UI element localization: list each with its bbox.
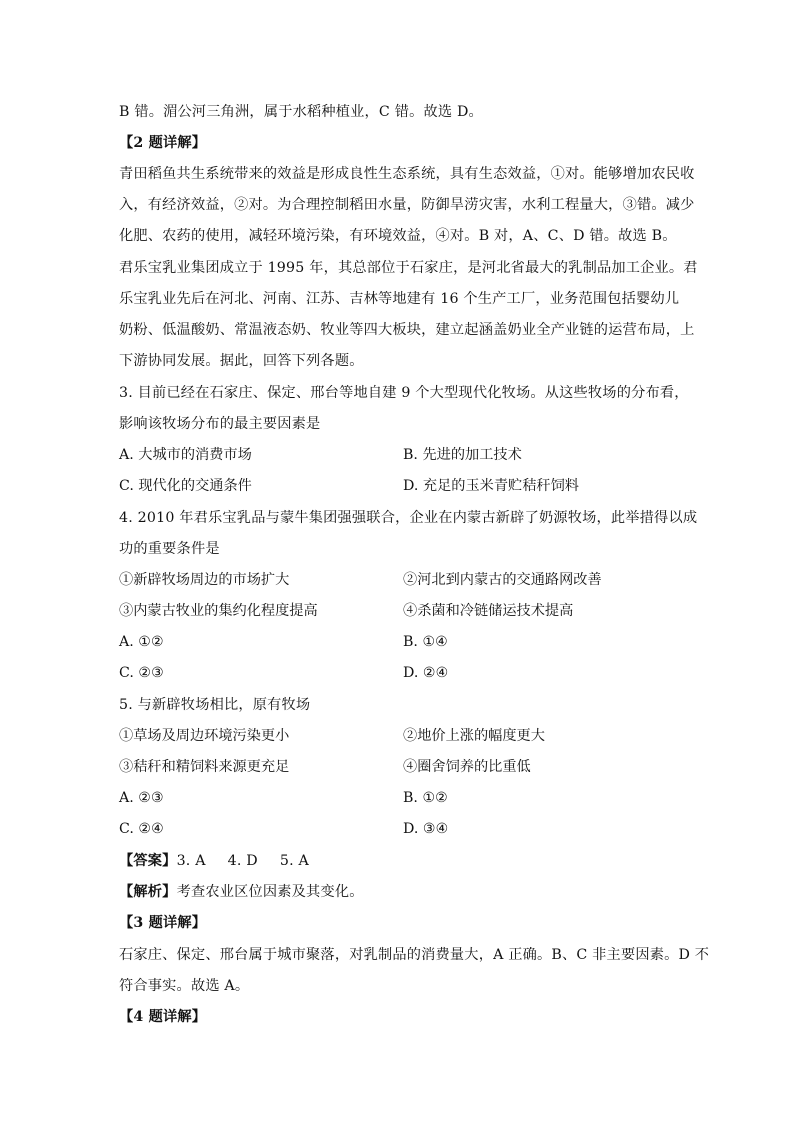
q4-option-d: D. ②④ [403,665,449,681]
q4-items-row [119,601,679,621]
question-3-stem: 影响该牧场分布的最主要因素是 [119,416,321,432]
q4-options-row [119,663,679,683]
q3-option-d: D. 充足的玉米青贮秸秆饲料 [403,478,579,494]
answer-line [119,851,309,871]
text-line: B 错。湄公河三角洲，属于水稻种植业，C 错。故选 D。 [119,104,483,120]
question-3-stem: 3. 目前已经在石家庄、保定、邢台等地自建 9 个大型现代化牧场。从这些牧场的分布看， [119,385,689,401]
analysis-label: 【解析】 [119,884,177,900]
q4-item-4: ④杀菌和冷链储运技术提高 [403,603,574,619]
q5-item-2: ②地价上涨的幅度更大 [403,728,545,744]
answer-3: 3. A [176,853,206,869]
analysis-text: 考查农业区位因素及其变化。 [176,884,364,900]
q5-options-row [119,819,679,839]
text-line: 青田稻鱼共生系统带来的效益是形成良性生态系统，具有生态效益，①对。能够增加农民收 [119,166,695,182]
answer-5: 5. A [279,853,309,869]
q3-option-c: C. 现代化的交通条件 [119,478,252,494]
q5-items-row [119,757,679,777]
q5-options-row [119,788,679,808]
question-4-stem: 功的重要条件是 [119,541,220,557]
material-paragraph-line: 下游协同发展。据此，回答下列各题。 [119,353,364,369]
q4-option-c: C. ②③ [119,665,164,681]
section-heading-q2: 【2 题详解】 [119,135,207,151]
q3-options-row [119,476,679,496]
q4-item-1: ①新辟牧场周边的市场扩大 [119,572,290,588]
answer-4: 4. D [227,853,258,869]
q5-option-b: B. ①② [403,790,448,806]
text-line: 符合事实。故选 A。 [119,978,250,994]
q4-item-2: ②河北到内蒙古的交通路网改善 [403,572,602,588]
text-line: 入，有经济效益，②对。为合理控制稻田水量，防御旱涝灾害，水利工程量大，③错。减少 [119,197,695,213]
material-paragraph-line: 君乐宝乳业集团成立于 1995 年，其总部位于石家庄，是河北省最大的乳制品加工企业。君 [119,260,698,276]
question-5-stem: 5. 与新辟牧场相比，原有牧场 [119,697,311,713]
q5-item-4: ④圈舍饲养的比重低 [403,759,531,775]
q5-option-d: D. ③④ [403,821,449,837]
q5-item-3: ③秸秆和精饲料来源更充足 [119,759,290,775]
section-heading-q4: 【4 题详解】 [119,1009,207,1025]
q4-items-row [119,570,679,590]
q3-option-b: B. 先进的加工技术 [403,447,522,463]
answer-label: 【答案】 [119,853,177,869]
q4-option-a: A. ①② [119,634,164,650]
q4-options-row [119,632,679,652]
q5-item-1: ①草场及周边环境污染更小 [119,728,290,744]
text-line: 石家庄、保定、邢台属于城市聚落，对乳制品的消费量大，A 正确。B、C 非主要因素。D 不 [119,947,710,963]
q4-option-b: B. ①④ [403,634,448,650]
q5-items-row [119,726,679,746]
analysis-line [119,882,364,902]
question-4-stem: 4. 2010 年君乐宝乳品与蒙牛集团强强联合，企业在内蒙古新辟了奶源牧场，此举措得以成 [119,510,698,526]
q5-option-c: C. ②④ [119,821,164,837]
q5-option-a: A. ②③ [119,790,164,806]
section-heading-q3: 【3 题详解】 [119,915,207,931]
material-paragraph-line: 乐宝乳业先后在河北、河南、江苏、吉林等地建有 16 个生产工厂，业务范围包括婴幼儿 [119,291,680,307]
q3-option-a: A. 大城市的消费市场 [119,447,252,463]
q3-options-row [119,445,679,465]
text-line: 化肥、农药的使用，减轻环境污染，有环境效益，④对。B 对，A、C、D 错。故选 B。 [119,228,677,244]
q4-item-3: ③内蒙古牧业的集约化程度提高 [119,603,318,619]
material-paragraph-line: 奶粉、低温酸奶、常温液态奶、牧业等四大板块，建立起涵盖奶业全产业链的运营布局，上 [119,322,695,338]
